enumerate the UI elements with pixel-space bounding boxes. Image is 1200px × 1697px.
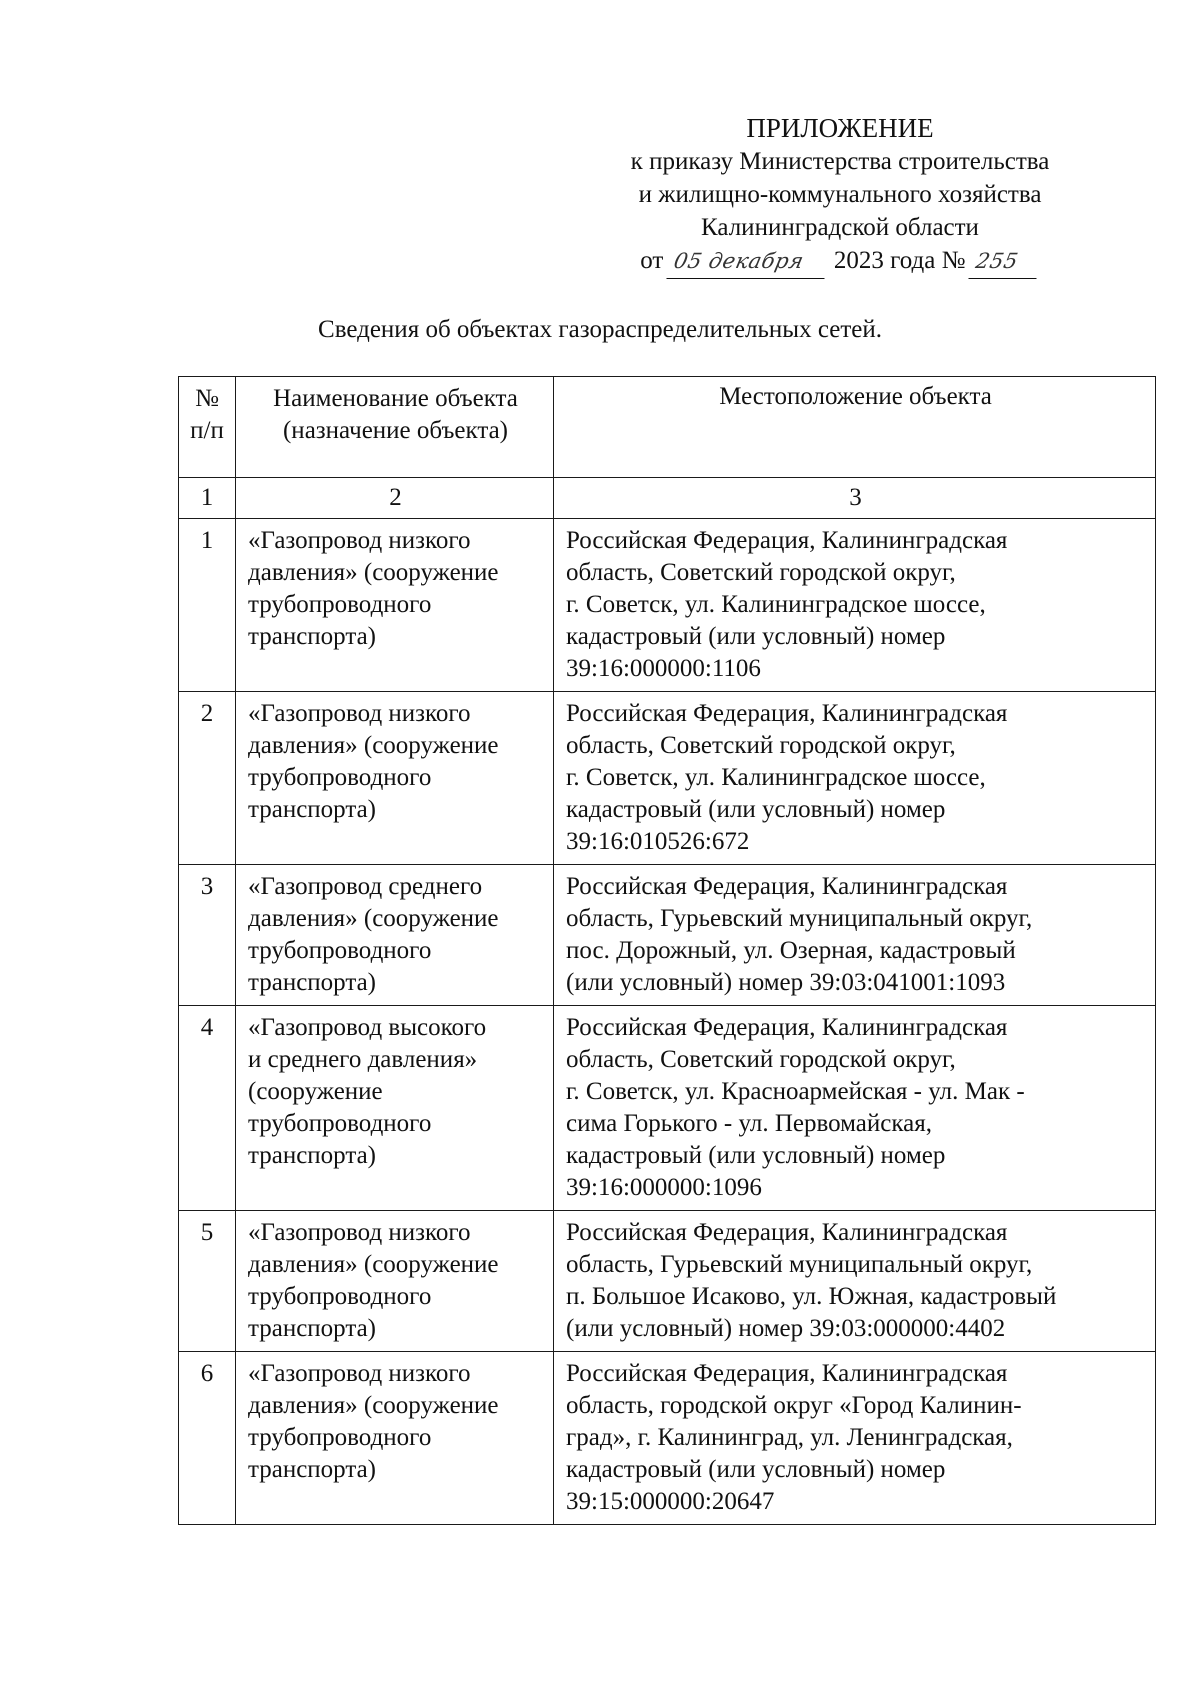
location-cell	[554, 865, 1156, 1006]
object-name-cell	[236, 1352, 554, 1525]
location-cell	[554, 1211, 1156, 1352]
location-line: г. Советск, ул. Красноармейская - ул. Мак -	[566, 1078, 1025, 1105]
object-name-line: «Газопровод низкого	[248, 1360, 471, 1387]
object-name-line: трубопроводного	[248, 591, 432, 618]
row-number: 1	[179, 519, 236, 692]
location-line: п. Большое Исаково, ул. Южная, кадастровый	[566, 1283, 1057, 1310]
location-line: область, Гурьевский муниципальный округ,	[566, 1251, 1033, 1278]
cadastral-number: 39:15:000000:20647	[566, 1488, 775, 1515]
header-location: Местоположение объекта	[554, 377, 1156, 478]
handwritten-date: 05 декабря	[666, 245, 831, 279]
location-line: Российская Федерация, Калининградская	[566, 1014, 1008, 1041]
header-number-line-1: №	[195, 385, 219, 412]
order-date-line	[590, 244, 1090, 279]
location-line: кадастровый (или условный) номер	[566, 796, 946, 823]
object-name-line: трубопроводного	[248, 1424, 432, 1451]
location-cell	[554, 692, 1156, 865]
object-name-line: транспорта)	[248, 1315, 377, 1342]
object-name-cell	[236, 519, 554, 692]
object-name-cell	[236, 1211, 554, 1352]
location-line: (или условный) номер 39:03:000000:4402	[566, 1315, 1006, 1342]
object-name-line: «Газопровод среднего	[248, 873, 483, 900]
location-line: сима Горького - ул. Первомайская,	[566, 1110, 932, 1137]
location-line: кадастровый (или условный) номер	[566, 1142, 946, 1169]
location-line: г. Советск, ул. Калининградское шоссе,	[566, 591, 986, 618]
table-row	[179, 519, 1156, 692]
table-row	[179, 692, 1156, 865]
column-number: 3	[554, 478, 1156, 519]
object-name-cell	[236, 1006, 554, 1211]
table-row	[179, 1352, 1156, 1525]
object-name-line: и среднего давления»	[248, 1046, 478, 1073]
location-cell	[554, 1352, 1156, 1525]
object-name-line: трубопроводного	[248, 937, 432, 964]
object-name-line: транспорта)	[248, 623, 377, 650]
location-line: кадастровый (или условный) номер	[566, 1456, 946, 1483]
object-name-line: трубопроводного	[248, 1110, 432, 1137]
location-line: область, Советский городской округ,	[566, 1046, 956, 1073]
appendix-header	[590, 112, 1090, 279]
location-line: Российская Федерация, Калининградская	[566, 527, 1008, 554]
date-year: 2023 года №	[833, 247, 966, 274]
document-title: Сведения об объектах газораспределительных сетей.	[318, 316, 882, 343]
object-name-line: «Газопровод высокого	[248, 1014, 487, 1041]
object-name-line: трубопроводного	[248, 764, 432, 791]
object-name-line: транспорта)	[248, 969, 377, 996]
location-line: град», г. Калининград, ул. Ленинградская,	[566, 1424, 1013, 1451]
object-name-cell	[236, 865, 554, 1006]
row-number: 3	[179, 865, 236, 1006]
object-name-line: «Газопровод низкого	[248, 700, 471, 727]
table-row	[179, 1211, 1156, 1352]
cadastral-number: 39:16:010526:672	[566, 828, 750, 855]
object-name-line: давления» (сооружение	[248, 559, 499, 586]
appendix-title: ПРИЛОЖЕНИЕ	[746, 113, 934, 143]
location-line: Российская Федерация, Калининградская	[566, 1219, 1008, 1246]
date-prefix: от	[640, 247, 664, 274]
object-name-line: трубопроводного	[248, 1283, 432, 1310]
location-line: пос. Дорожный, ул. Озерная, кадастровый	[566, 937, 1016, 964]
location-cell	[554, 1006, 1156, 1211]
location-line: кадастровый (или условный) номер	[566, 623, 946, 650]
location-line: область, городской округ «Город Калинин-	[566, 1392, 1022, 1419]
column-number-row	[179, 478, 1156, 519]
table-row	[179, 865, 1156, 1006]
header-number	[179, 377, 236, 478]
object-name-line: давления» (сооружение	[248, 905, 499, 932]
order-reference-line-1: к приказу Министерства строительства	[630, 148, 1050, 175]
header-number-line-2: п/п	[190, 417, 224, 444]
row-number: 4	[179, 1006, 236, 1211]
location-line: (или условный) номер 39:03:041001:1093	[566, 969, 1006, 996]
object-name-line: (сооружение	[248, 1078, 383, 1105]
table-header-row	[179, 377, 1156, 478]
table-row	[179, 1006, 1156, 1211]
column-number: 1	[179, 478, 236, 519]
header-object-name-line-2: (назначение объекта)	[282, 417, 508, 444]
object-name-cell	[236, 692, 554, 865]
location-line: область, Советский городской округ,	[566, 559, 956, 586]
object-name-line: транспорта)	[248, 1142, 377, 1169]
header-object-name-line-1: Наименование объекта	[273, 385, 518, 412]
object-name-line: «Газопровод низкого	[248, 527, 471, 554]
object-name-line: «Газопровод низкого	[248, 1219, 471, 1246]
row-number: 6	[179, 1352, 236, 1525]
object-name-line: давления» (сооружение	[248, 732, 499, 759]
location-line: Российская Федерация, Калининградская	[566, 1360, 1008, 1387]
object-name-line: транспорта)	[248, 796, 377, 823]
header-object-name	[236, 377, 554, 478]
object-name-line: давления» (сооружение	[248, 1251, 499, 1278]
object-name-line: давления» (сооружение	[248, 1392, 499, 1419]
location-cell	[554, 519, 1156, 692]
location-line: область, Гурьевский муниципальный округ,	[566, 905, 1033, 932]
location-line: Российская Федерация, Калининградская	[566, 873, 1008, 900]
cadastral-number: 39:16:000000:1096	[566, 1174, 762, 1201]
row-number: 5	[179, 1211, 236, 1352]
gas-networks-table	[178, 376, 1156, 1525]
object-name-line: транспорта)	[248, 1456, 377, 1483]
location-line: Российская Федерация, Калининградская	[566, 700, 1008, 727]
order-reference-line-2: и жилищно-коммунального хозяйства	[638, 181, 1042, 208]
location-line: область, Советский городской округ,	[566, 732, 956, 759]
handwritten-order-number: 255	[968, 245, 1043, 279]
column-number: 2	[236, 478, 554, 519]
cadastral-number: 39:16:000000:1106	[566, 655, 761, 682]
order-reference-line-3: Калининградской области	[701, 214, 979, 241]
row-number: 2	[179, 692, 236, 865]
location-line: г. Советск, ул. Калининградское шоссе,	[566, 764, 986, 791]
